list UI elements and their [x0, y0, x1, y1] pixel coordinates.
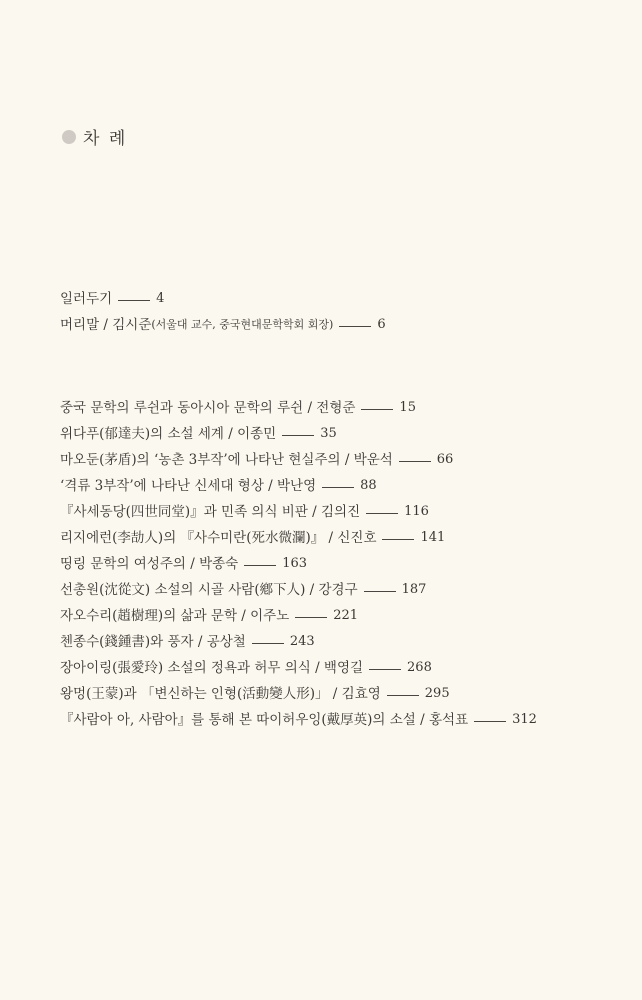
leader-dash [339, 326, 371, 327]
leader-dash [244, 565, 276, 566]
chapter-list [60, 395, 537, 733]
leader-dash [252, 643, 284, 644]
entry-page: 221 [333, 608, 359, 623]
entry-title: 리지에런(李劼人)의 『사수미란(死水微瀾)』 / 신진호 [60, 530, 377, 546]
toc-entry [60, 551, 537, 577]
toc-heading [62, 124, 127, 149]
entry-title: 장아이링(張愛玲) 소설의 정욕과 허무 의식 / 백영길 [60, 660, 364, 676]
entry-subtitle: (서울대 교수, 중국현대문학학회 회장) [151, 318, 334, 331]
toc-entry [60, 629, 537, 655]
leader-dash [118, 300, 150, 301]
entry-title: ‘격류 3부작’에 나타난 신세대 형상 / 박난영 [60, 478, 317, 494]
leader-dash [322, 487, 354, 488]
toc-entry [60, 577, 537, 603]
leader-dash [474, 721, 506, 722]
entry-title: 자오수리(趙樹理)의 삶과 문학 / 이주노 [60, 608, 290, 624]
leader-dash [387, 695, 419, 696]
toc-entry [60, 655, 537, 681]
entry-page: 141 [420, 530, 446, 545]
toc-heading-text: 차 례 [83, 129, 128, 149]
leader-dash [369, 669, 401, 670]
entry-title: 『사람아 아, 사람아』를 통해 본 따이허우잉(戴厚英)의 소설 / 홍석표 [60, 712, 469, 728]
toc-entry [60, 286, 386, 312]
entry-page: 268 [407, 660, 432, 675]
entry-page: 295 [424, 686, 450, 701]
leader-dash [295, 617, 327, 618]
entry-title: 위다푸(郁達夫)의 소설 세계 / 이종민 [60, 426, 277, 442]
entry-page: 163 [282, 556, 308, 571]
entry-page: 88 [360, 478, 377, 493]
leader-dash [382, 539, 414, 540]
entry-page: 312 [512, 712, 537, 727]
entry-page: 116 [404, 504, 429, 519]
leader-dash [282, 435, 314, 436]
entry-title: 『사세동당(四世同堂)』과 민족 의식 비판 / 김의진 [60, 504, 361, 520]
toc-entry [60, 312, 386, 338]
toc-entry [60, 421, 537, 447]
leader-dash [361, 409, 393, 410]
leader-dash [399, 461, 431, 462]
leader-dash [366, 513, 398, 514]
toc-entry [60, 707, 537, 733]
entry-page: 4 [156, 291, 165, 306]
entry-page: 66 [436, 452, 454, 467]
entry-title: 첸종수(錢鍾書)와 풍자 / 공상철 [60, 634, 246, 650]
entry-page: 187 [401, 582, 427, 597]
entry-title: 중국 문학의 루쉰과 동아시아 문학의 루쉰 / 전형준 [60, 400, 356, 416]
toc-entry [60, 499, 537, 525]
leader-dash [364, 591, 396, 592]
entry-title: 선총원(沈從文) 소설의 시골 사람(鄕下人) / 강경구 [60, 582, 358, 598]
entry-page: 35 [320, 426, 337, 441]
entry-title: 일러두기 [60, 291, 113, 307]
entry-page: 6 [377, 317, 386, 332]
toc-entry [60, 395, 537, 421]
entry-title: 머리말 / 김시준 [60, 317, 152, 333]
entry-title: 띵링 문학의 여성주의 / 박종숙 [60, 556, 239, 572]
toc-entry [60, 447, 537, 473]
toc-entry [60, 525, 537, 551]
front-matter-list [60, 286, 386, 338]
entry-page: 243 [289, 634, 315, 649]
entry-title: 마오둔(茅盾)의 ‘농촌 3부작’에 나타난 현실주의 / 박운석 [60, 452, 393, 468]
bullet-circle-icon [62, 130, 76, 144]
toc-entry [60, 473, 537, 499]
toc-entry [60, 681, 537, 707]
toc-entry [60, 603, 537, 629]
entry-page: 15 [399, 400, 416, 415]
entry-title: 왕멍(王蒙)과 「변신하는 인형(活動變人形)」 / 김효영 [60, 686, 381, 702]
